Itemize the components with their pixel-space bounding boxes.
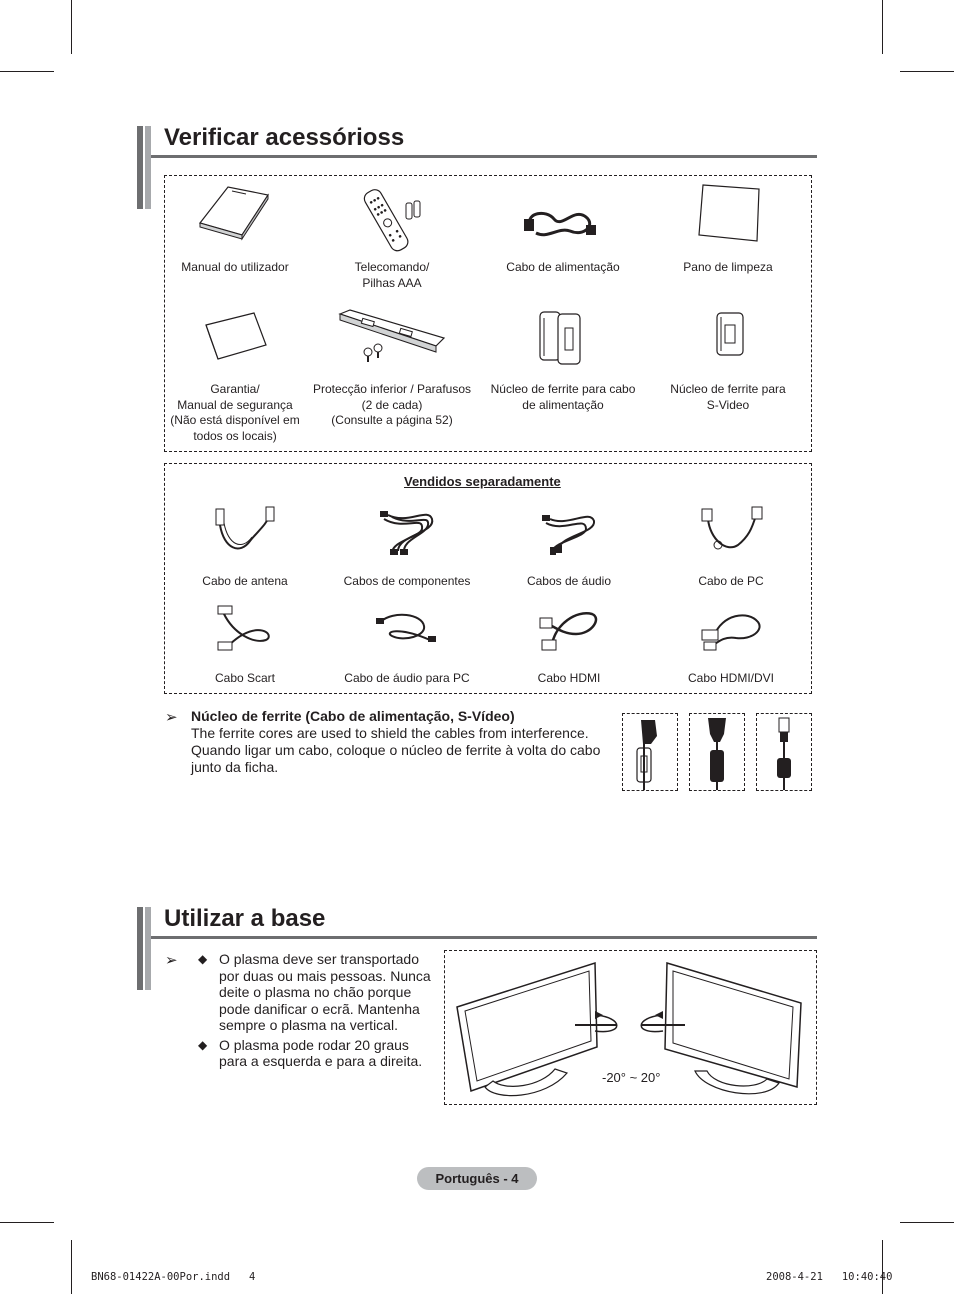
warranty-card-icon xyxy=(204,311,268,361)
note-heading: Núcleo de ferrite (Cabo de alimentação, S-Vídeo) xyxy=(191,708,515,724)
manual-icon xyxy=(198,183,270,243)
item-label: Núcleo de ferrite para S-Video xyxy=(670,382,786,412)
pc-cable-icon xyxy=(698,505,764,557)
ferrite-on-svideo-icon xyxy=(757,714,811,790)
note-text: junto da ficha. xyxy=(191,759,279,775)
item-label: Garantia/ Manual de segurança (Não está disponível em todos os locais) xyxy=(170,382,300,443)
bullet-text: O plasma deve ser transportado por duas ou mais pessoas. Nunca deite o plasma no chão porque pode danificar o ecrã. Mantenha sempre o plasma na vertical. xyxy=(219,951,431,1033)
section-bar xyxy=(145,907,151,990)
item-label: Cabo de PC xyxy=(698,574,764,588)
pc-audio-cable-icon xyxy=(374,606,438,648)
hdmi-dvi-cable-icon xyxy=(700,606,766,652)
diamond-bullet-icon: ◆ xyxy=(198,1037,208,1052)
diamond-bullet-icon: ◆ xyxy=(198,952,208,966)
item-label: Núcleo de ferrite para cabo de alimentação xyxy=(490,382,636,412)
item-label: Cabo de áudio para PC xyxy=(344,671,470,685)
power-cable-icon xyxy=(524,203,600,243)
note-arrow-icon: ➢ xyxy=(165,952,178,969)
crop-mark xyxy=(900,71,954,72)
crop-mark xyxy=(0,71,54,72)
ferrite-on-plug-icon xyxy=(623,714,677,790)
item-label: Cabo HDMI xyxy=(537,671,601,685)
bullet-text: O plasma pode rodar 20 graus para a esquerda e para a direita. xyxy=(219,1036,423,1069)
list-item xyxy=(198,1037,434,1070)
item-label: Pano de limpeza xyxy=(683,260,773,274)
crop-mark xyxy=(882,1240,883,1294)
section-rule xyxy=(151,936,817,939)
crop-mark xyxy=(71,0,72,54)
section-bar xyxy=(137,126,143,209)
ferrite-on-power-plug-icon xyxy=(690,714,744,790)
stand-instructions xyxy=(198,951,434,1073)
section-bar xyxy=(137,907,143,990)
item-label: Manual do utilizador xyxy=(181,260,289,274)
hdmi-cable-icon xyxy=(536,604,604,654)
section-rule xyxy=(151,155,817,158)
section-bar xyxy=(145,126,151,209)
item-label: Cabo HDMI/DVI xyxy=(687,671,775,685)
sold-separately-heading: Vendidos separadamente xyxy=(404,474,561,489)
timestamp: 2008-4-21 10:40:40 xyxy=(766,1271,893,1283)
bottom-cover-screws-icon xyxy=(336,308,448,364)
item-label: Telecomando/ Pilhas AAA xyxy=(354,260,430,290)
section-title: Utilizar a base xyxy=(164,905,326,932)
crop-mark xyxy=(900,1222,954,1223)
note-text: Quando ligar um cabo, coloque o núcleo de ferrite à volta do cabo xyxy=(191,742,601,758)
item-label: Cabos de componentes xyxy=(343,574,471,588)
item-label: Cabo de alimentação xyxy=(506,260,620,274)
item-label: Protecção inferior / Parafusos (2 de cada) (Consulte a página 52) xyxy=(312,382,472,427)
item-label: Cabo de antena xyxy=(202,574,288,588)
ferrite-core-svideo-icon xyxy=(714,311,748,359)
component-cables-icon xyxy=(378,505,438,557)
audio-cables-icon xyxy=(540,505,600,557)
antenna-cable-icon xyxy=(210,505,280,557)
crop-mark xyxy=(882,0,883,54)
list-item xyxy=(198,951,434,1034)
crop-mark xyxy=(0,1222,54,1223)
cleaning-cloth-icon xyxy=(695,183,763,243)
section-title: Verificar acessórioss xyxy=(164,124,405,151)
page-number-badge: Português - 4 xyxy=(417,1167,537,1190)
ferrite-core-power-icon xyxy=(536,308,586,366)
note-arrow-icon: ➢ xyxy=(165,709,178,726)
file-slug: BN68-01422A-00Por.indd 4 xyxy=(91,1271,256,1283)
crop-mark xyxy=(71,1240,72,1294)
note-text: The ferrite cores are used to shield the cables from interference. xyxy=(191,725,589,741)
rotation-label: -20° ~ 20° xyxy=(602,1070,661,1085)
scart-cable-icon xyxy=(214,604,276,652)
item-label: Cabos de áudio xyxy=(526,574,612,588)
remote-control-icon xyxy=(356,183,428,253)
item-label: Cabo Scart xyxy=(214,671,276,685)
